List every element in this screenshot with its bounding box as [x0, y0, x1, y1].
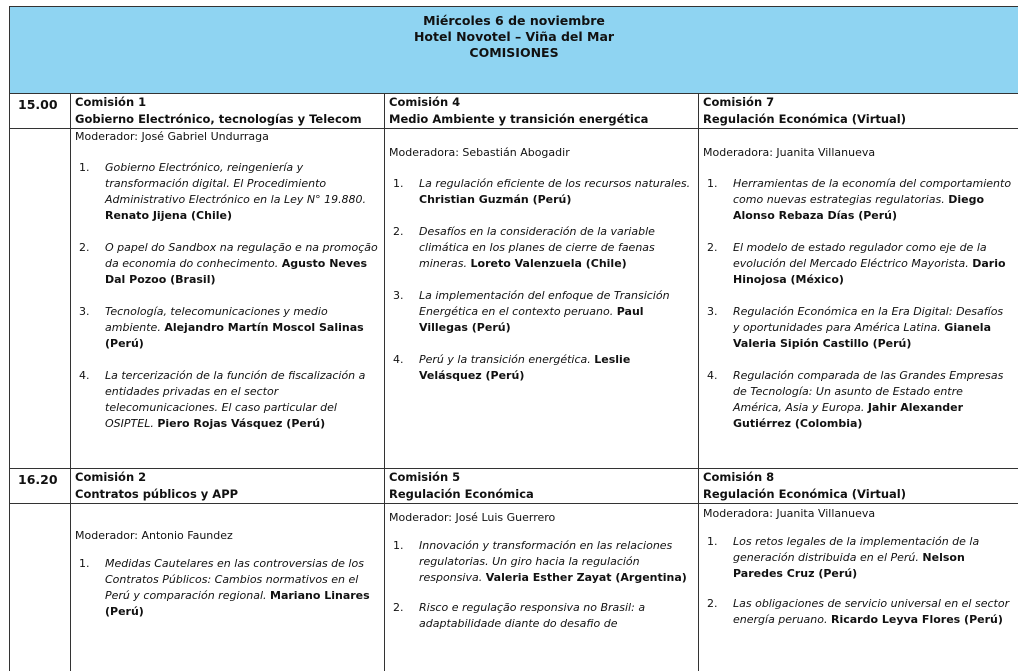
talk-list: [389, 538, 692, 632]
commission-subtitle: Gobierno Electrónico, tecnologías y Telecom: [75, 112, 362, 126]
talk-topic: Herramientas de la economía del comportamiento como nuevas estrategias regulatorias.: [733, 177, 1012, 206]
list-item: 2. O papel do Sandbox na regulação e na promoção da economia do conhecimento. Agusto Neves Dal Pozoo (Brasil): [79, 241, 378, 286]
speaker: Paul Villegas (Perú): [419, 305, 644, 334]
talk-topic: Las obligaciones de servicio universal en el sector energía peruano.: [733, 597, 1010, 626]
commission-subtitle: Contratos públicos y APP: [75, 487, 239, 501]
speaker: Ricardo Leyva Flores (Perú): [831, 613, 1003, 626]
talk-topic: Gobierno Electrónico, reingeniería y transformación digital. El Procedimiento Administrativo Electrónico en la Ley N° 19.880.: [105, 161, 367, 206]
speaker: Valeria Esther Zayat (Argentina): [485, 571, 687, 584]
commission-heading: [385, 94, 699, 129]
talk-topic: La implementación del enfoque de Transición Energética en el contexto peruano.: [419, 289, 670, 318]
commission-body: [385, 129, 699, 469]
list-item: 1. Los retos legales de la implementación de la generación distribuida en el Perú. Nelson Paredes Cruz (Perú): [707, 535, 980, 580]
header-venue: Hotel Novotel – Viña del Mar: [413, 29, 615, 44]
speaker: Christian Guzmán (Perú): [419, 193, 572, 206]
speaker: Jahir Alexander Gutiérrez (Colombia): [733, 401, 964, 430]
header-date: Miércoles 6 de noviembre: [423, 13, 605, 28]
commission-subtitle: Regulación Económica (Virtual): [703, 112, 907, 126]
commission-heading: [71, 469, 385, 504]
header-title: COMISIONES: [469, 45, 559, 60]
moderator: Moderadora: Sebastián Abogadir: [389, 146, 570, 159]
time-slot: 16.20: [10, 469, 71, 504]
speaker: Mariano Linares (Perú): [105, 589, 370, 618]
speaker: Alejandro Martín Moscol Salinas (Perú): [105, 321, 364, 350]
commission-subtitle: Regulación Económica (Virtual): [703, 487, 907, 501]
commission-heading: [699, 469, 1019, 504]
speaker: Diego Alonso Rebaza Días (Perú): [733, 193, 984, 222]
talk-list: [703, 176, 1012, 432]
commission-title: Comisión 8: [703, 470, 775, 484]
schedule-header: [10, 7, 1019, 94]
schedule-table: [9, 6, 1018, 671]
commission-body: [699, 504, 1019, 671]
talk-list: [703, 534, 1012, 628]
commission-subtitle: Regulación Económica: [389, 487, 534, 501]
schedule-page: [9, 6, 1018, 671]
list-item: 3. Regulación Económica en la Era Digital: Desafíos y oportunidades para América Latina. Gianela Valeria Sipión Castillo (Perú): [707, 305, 1004, 350]
speaker: Piero Rojas Vásquez (Perú): [157, 417, 326, 430]
speaker: Nelson Paredes Cruz (Perú): [733, 551, 965, 580]
time-slot: 15.00: [10, 94, 71, 129]
talk-topic: Tecnología, telecomunicaciones y medio ambiente.: [105, 305, 328, 334]
time-spacer: [10, 129, 71, 469]
commission-body: [385, 504, 699, 671]
talk-topic: El modelo de estado regulador como eje de la evolución del Mercado Eléctrico Mayorista.: [733, 241, 987, 270]
speaker: Renato Jijena (Chile): [105, 209, 232, 222]
speaker: Agusto Neves Dal Pozoo (Brasil): [105, 257, 368, 286]
commission-heading: [699, 94, 1019, 129]
commission-title: Comisión 4: [389, 95, 461, 109]
commission-title: Comisión 5: [389, 470, 461, 484]
talk-list: [75, 160, 378, 432]
list-item: 4. La tercerización de la función de fiscalización a entidades privadas en el sector telecomunicaciones. El caso particular del OSIPTEL. Piero Rojas Vásquez (Perú): [79, 369, 366, 430]
speaker: Dario Hinojosa (México): [733, 257, 1006, 286]
commission-body: [71, 129, 385, 469]
talk-topic: Innovación y transformación en las relaciones regulatorias. Un giro hacia la regulación responsiva.: [419, 539, 673, 584]
talk-topic: Los retos legales de la implementación de la generación distribuida en el Perú.: [733, 535, 980, 564]
list-item: 2. Desafíos en la consideración de la variable climática en los planes de cierre de faenas mineras. Loreto Valenzuela (Chile): [393, 225, 655, 270]
talk-topic: Regulación Económica en la Era Digital: Desafíos y oportunidades para América Latina.: [733, 305, 1004, 334]
time-spacer: [10, 504, 71, 671]
talk-topic: O papel do Sandbox na regulação e na promoção da economia do conhecimento.: [105, 241, 378, 270]
talk-topic: Desafíos en la consideración de la variable climática en los planes de cierre de faenas mineras.: [419, 225, 655, 270]
talk-topic: Regulación comparada de las Grandes Empresas de Tecnología: Un asunto de Estado entre América, Asia y Europa.: [733, 369, 1004, 414]
speaker: Loreto Valenzuela (Chile): [470, 257, 627, 270]
talk-list: [389, 176, 692, 384]
talk-topic: Medidas Cautelares en las controversias de los Contratos Públicos: Cambios normativos en el Perú y comparación regional.: [105, 557, 364, 602]
speaker: Gianela Valeria Sipión Castillo (Perú): [733, 321, 992, 350]
commission-title: Comisión 7: [703, 95, 775, 109]
commission-heading: [71, 94, 385, 129]
commission-body: [71, 504, 385, 671]
list-item: 1. Gobierno Electrónico, reingeniería y transformación digital. El Procedimiento Administrativo Electrónico en la Ley N° 19.880. Renato Jijena (Chile): [79, 161, 367, 222]
talk-topic: Perú y la transición energética.: [419, 353, 591, 366]
list-item: 3. Tecnología, telecomunicaciones y medio ambiente. Alejandro Martín Moscol Salinas (Perú): [79, 305, 364, 350]
moderator: Moderador: Antonio Faundez: [75, 529, 233, 542]
commission-subtitle: Medio Ambiente y transición energética: [389, 112, 649, 126]
moderator: Moderadora: Juanita Villanueva: [703, 507, 876, 520]
moderator: Moderador: José Gabriel Undurraga: [75, 130, 269, 143]
talk-list: [75, 556, 378, 620]
talk-topic: La regulación eficiente de los recursos naturales.: [419, 177, 691, 190]
speaker: Leslie Velásquez (Perú): [419, 353, 631, 382]
list-item: 1. Medidas Cautelares en las controversias de los Contratos Públicos: Cambios normativos en el Perú y comparación regional. Mariano Linares (Perú): [79, 557, 370, 618]
commission-heading: [385, 469, 699, 504]
moderator: Moderadora: Juanita Villanueva: [703, 146, 876, 159]
list-item: 3. La implementación del enfoque de Transición Energética en el contexto peruano. Paul Villegas (Perú): [393, 289, 670, 334]
commission-title: Comisión 2: [75, 470, 147, 484]
list-item: 1. Innovación y transformación en las relaciones regulatorias. Un giro hacia la regulación responsiva. Valeria Esther Zayat (Argentina): [393, 539, 687, 584]
commission-title: Comisión 1: [75, 95, 147, 109]
list-item: 2. Las obligaciones de servicio universal en el sector energía peruano. Ricardo Leyva Flores (Perú): [707, 597, 1010, 626]
commission-body: [699, 129, 1019, 469]
moderator: Moderador: José Luis Guerrero: [389, 511, 556, 524]
talk-topic: La tercerización de la función de fiscalización a entidades privadas en el sector telecomunicaciones. El caso particular del OSIPTEL.: [105, 369, 366, 430]
list-item: 1. La regulación eficiente de los recursos naturales. Christian Guzmán (Perú): [393, 177, 691, 206]
talk-topic: Risco e regulação responsiva no Brasil: a adaptabilidade diante do desafio de: [419, 601, 646, 630]
list-item: 4. Regulación comparada de las Grandes Empresas de Tecnología: Un asunto de Estado entre América, Asia y Europa. Jahir Alexander Gutiérrez (Colombia): [707, 369, 1004, 430]
list-item: 2. Risco e regulação responsiva no Brasil: a adaptabilidade diante do desafio de: [393, 601, 646, 630]
list-item: 2. El modelo de estado regulador como eje de la evolución del Mercado Eléctrico Mayorista. Dario Hinojosa (México): [707, 241, 1006, 286]
list-item: 4. Perú y la transición energética. Leslie Velásquez (Perú): [393, 353, 631, 382]
list-item: 1. Herramientas de la economía del comportamiento como nuevas estrategias regulatorias. Diego Alonso Rebaza Días (Perú): [707, 177, 1012, 222]
